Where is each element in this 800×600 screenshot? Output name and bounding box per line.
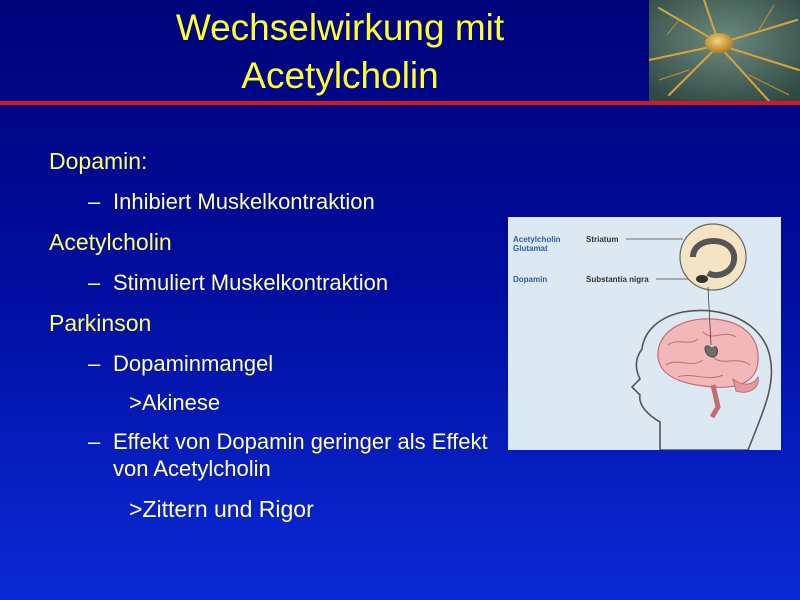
label-substantia-nigra: Substantia nigra [586, 275, 649, 284]
bullet-acetylcholin: Acetylcholin [49, 229, 172, 255]
neuron-photo [649, 0, 800, 101]
brainstem-shape [712, 385, 718, 417]
bullet-dopamin: Dopamin: [49, 148, 148, 174]
title-line-2: Acetylcholin [241, 55, 439, 96]
bullet-list [49, 146, 499, 524]
dash-marker: – [88, 351, 101, 376]
subbullet-effekt [49, 428, 499, 482]
title-divider [0, 101, 800, 105]
substantia-nigra-shape [696, 275, 708, 283]
subbullet-acetylcholin-text: Stimuliert Muskelkontraktion [113, 270, 389, 295]
subbullet-dopaminmangel [49, 350, 499, 377]
label-dopamin: Dopamin [513, 275, 548, 284]
label-glutamat: Glutamat [513, 244, 548, 253]
subbullet-dopamin [49, 188, 499, 215]
subbullet-effekt-text: Effekt von Dopamin geringer als Effekt von Acetylcholin [113, 429, 488, 481]
label-striatum: Striatum [586, 235, 619, 244]
subbullet-acetylcholin [49, 269, 499, 296]
akinese-text: >Akinese [129, 390, 221, 415]
brain-illustration [508, 217, 781, 450]
dash-marker: – [88, 189, 101, 214]
title-line-1: Wechselwirkung mit [175, 7, 505, 48]
subbullet-dopaminmangel-text: Dopaminmangel [113, 351, 274, 376]
slide-title [60, 4, 620, 100]
dash-marker: – [88, 270, 101, 295]
subbullet-dopamin-text: Inhibiert Muskelkontraktion [113, 189, 375, 214]
bullet-parkinson: Parkinson [49, 310, 152, 336]
brain-diagram [508, 217, 781, 450]
dash-marker: – [88, 429, 101, 454]
zittern-text: >Zittern und Rigor [129, 496, 314, 522]
label-acetylcholin: Acetylcholin [513, 235, 561, 244]
